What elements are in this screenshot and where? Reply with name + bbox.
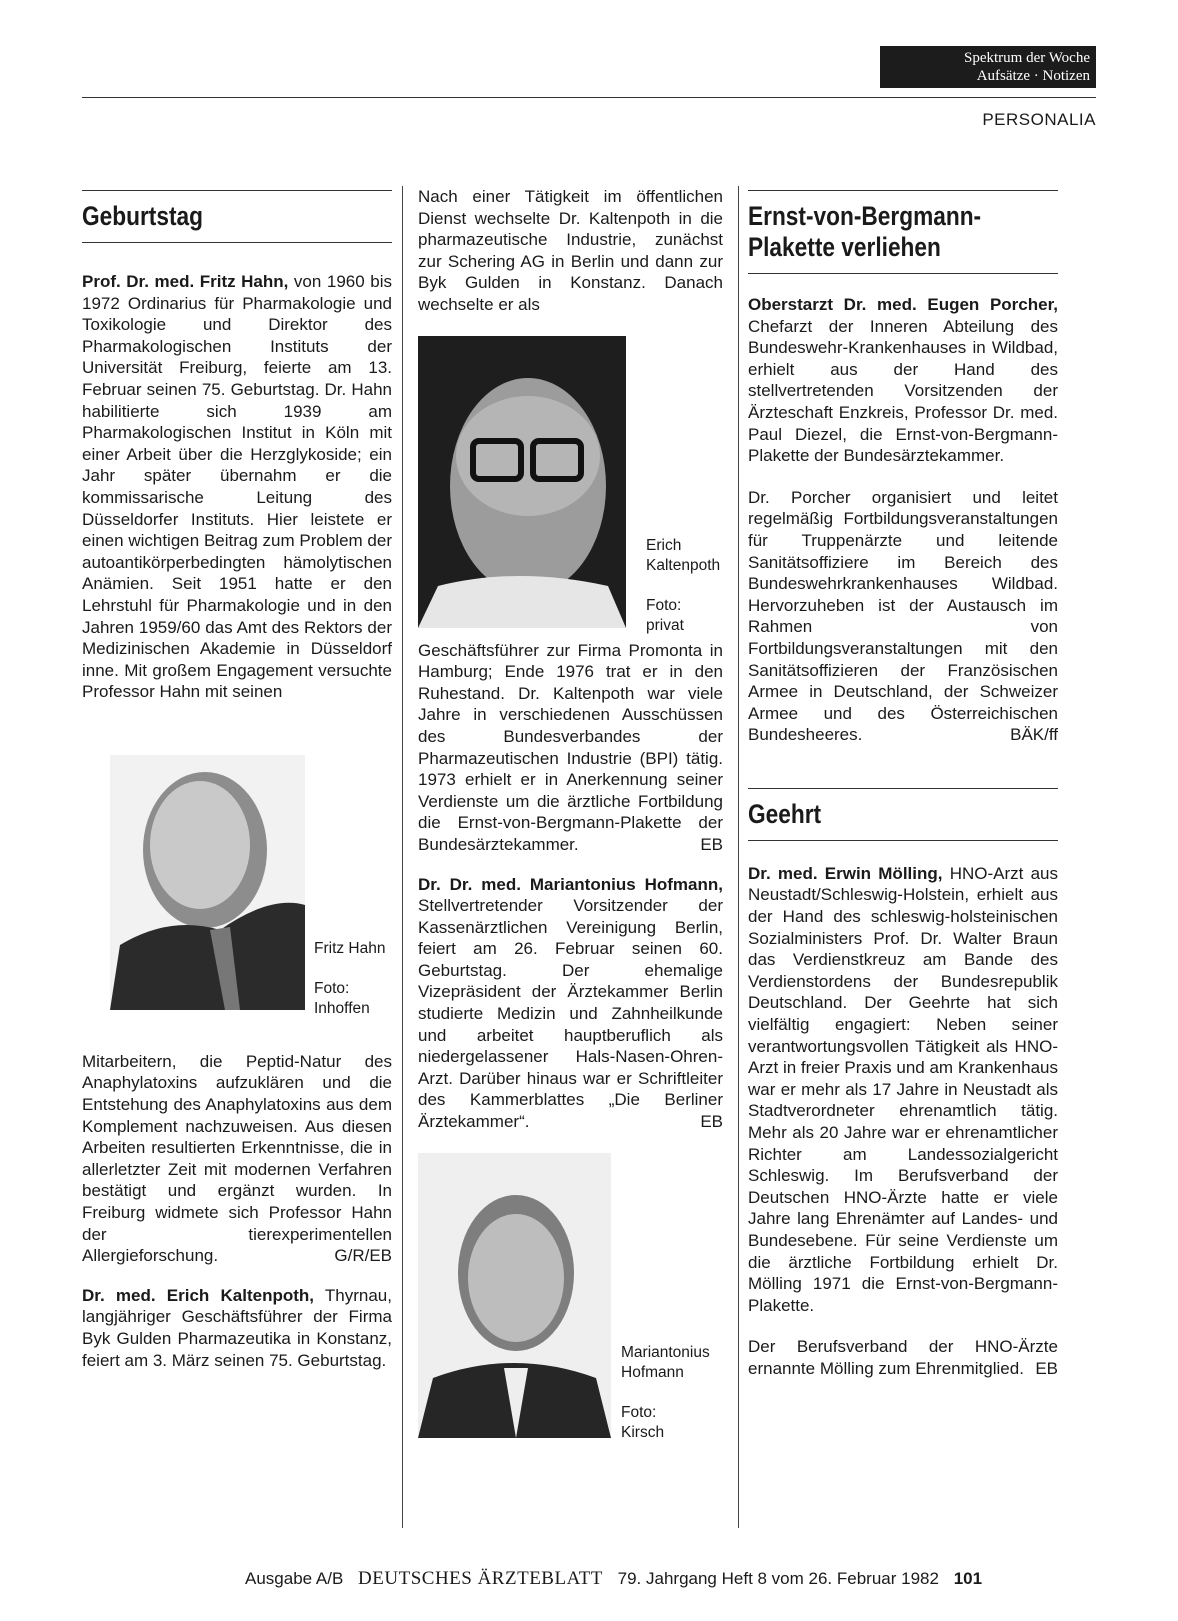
article-hahn-part2: Mitarbeitern, die Peptid-Natur des Anaphylatoxins aufzuklären und die Entstehung des Anaphylatoxins aus dem Komplement nachzuweisen. Aus diesen Arbeiten resultierten Erkenntnisse, die in allerletzter Zeit mit modernen Verfahren bestätigt und ergänzt wurden. In Freiburg widmete sich Professor Hahn der tierexperimentellen Allergieforschung. G/R/EB bbox=[82, 1051, 392, 1266]
photo-caption-mariantonius-hofmann: Mariantonius Hofmann Foto: Kirsch bbox=[621, 1343, 710, 1441]
name-eugen-porcher: Oberstarzt Dr. med. Eugen Porcher, bbox=[748, 295, 1058, 314]
photo-block-mariantonius-hofmann bbox=[418, 1153, 723, 1443]
section-header-line1: Spektrum der Woche bbox=[964, 50, 1090, 66]
heading-ernst-von-bergmann: Ernst-von-Bergmann- Plakette verliehen bbox=[748, 201, 982, 262]
signature: EB bbox=[700, 1112, 723, 1132]
heading-rule-top bbox=[748, 788, 1058, 789]
name-erwin-moelling: Dr. med. Erwin Mölling, bbox=[748, 863, 943, 883]
signature: EB bbox=[1035, 1358, 1058, 1378]
signature: BÄK/ff bbox=[1010, 725, 1058, 745]
article-moelling-part2: Der Berufsverband der HNO-Ärzte ernannte Mölling zum Ehrenmitglied. EB bbox=[748, 1337, 1058, 1378]
section-label: PERSONALIA bbox=[982, 110, 1096, 129]
article-moelling-part1: Dr. med. Erwin Mölling, HNO-Arzt aus Neustadt/Schleswig-Holstein, erhielt aus der Hand des schleswig-holsteinischen Sozialministers Prof. Dr. Walter Braun das Verdienstkreuz am Bande des Verdienstordens der Bundesrepublik Deutschland. Der Geehrte hat sich vielfältig engagiert: Neben seiner verantwortungsvollen Tätigkeit als HNO-Arzt in freier Praxis und am Krankenhaus war er mehr als 17 Jahre in Neustadt als Stadtverordneter ehrenamtlich tätig. Mehr als 20 Jahre war er ehrenamtlicher Richter am Landessozialgericht Schleswig. Im Berufsverband der Deutschen HNO-Ärzte hatte er viele Jahre lang Ehrenämter auf Landes- und Bundesebene. Für seine Verdienste um die ärztliche Fortbildung erhielt Dr. Mölling 1971 die Ernst-von-Bergmann-Plakette. bbox=[748, 863, 1058, 1315]
photo-block-fritz-hahn bbox=[82, 755, 392, 1051]
section-header-box bbox=[880, 46, 1096, 88]
signature: G/R/EB bbox=[334, 1246, 392, 1266]
article-hofmann: Dr. Dr. med. Mariantonius Hofmann, Stellvertretender Vorsitzender der Kassenärztlichen Vereinigung Berlin, feiert am 26. Februar seinen 60. Geburtstag. Der ehemalige Vizepräsident der Ärztekammer Berlin studierte Medizin und Zahnheilkunde und arbeitet hauptberuflich als niedergelassener Hals-Nasen-Ohren-Arzt. Darüber hinaus war er Schriftleiter des Kammerblattes „Die Berliner Ärztekammer“. EB bbox=[418, 874, 723, 1132]
footer-edition: Ausgabe A/B bbox=[245, 1569, 344, 1588]
heading-rule-top bbox=[748, 190, 1058, 191]
portrait-photo-mariantonius-hofmann bbox=[418, 1153, 611, 1438]
footer-issue: 79. Jahrgang Heft 8 vom 26. Februar 1982 bbox=[617, 1569, 939, 1588]
heading-geburtstag: Geburtstag bbox=[82, 201, 203, 231]
name-erich-kaltenpoth: Dr. med. Erich Kaltenpoth, bbox=[82, 1285, 314, 1305]
heading-rule-bottom bbox=[748, 273, 1058, 274]
name-fritz-hahn: Prof. Dr. med. Fritz Hahn, bbox=[82, 272, 289, 291]
column-divider-right bbox=[738, 186, 739, 1528]
column-1 bbox=[82, 190, 392, 1371]
article-kaltenpoth-part3: Geschäftsführer zur Firma Promonta in Hamburg; Ende 1976 trat er in den Ruhestand. Dr. Kaltenpoth war viele Jahre in verschiedenen Ausschüssen des Bundesverbandes der Pharmazeutischen Industrie (BPI) tätig. 1973 erhielt er in Anerkennung seiner Verdienste um die ärztliche Fortbildung die Ernst-von-Bergmann-Plakette der Bundesärztekammer. EB bbox=[418, 640, 723, 854]
name-mariantonius-hofmann: Dr. Dr. med. Mariantonius Hofmann, bbox=[418, 874, 723, 894]
heading-geehrt: Geehrt bbox=[748, 798, 822, 829]
column-2 bbox=[418, 186, 723, 1443]
signature: EB bbox=[700, 834, 723, 854]
top-rule bbox=[82, 97, 1096, 98]
heading-rule-bottom bbox=[82, 242, 392, 243]
column-3 bbox=[748, 190, 1058, 1380]
footer-masthead: DEUTSCHES ÄRZTEBLATT bbox=[358, 1568, 603, 1589]
section-header-line2: Aufsätze · Notizen bbox=[976, 68, 1090, 84]
portrait-photo-fritz-hahn bbox=[110, 755, 305, 1010]
portrait-photo-erich-kaltenpoth bbox=[418, 336, 626, 628]
article-kaltenpoth-part2: Nach einer Tätigkeit im öffentlichen Dienst wechselte Dr. Kaltenpoth in die pharmazeutische Industrie, zunächst zur Schering AG in Berlin und dann zur Byk Gulden in Konstanz. Danach wechselte er als bbox=[418, 187, 723, 314]
article-hahn-part1: Prof. Dr. med. Fritz Hahn, von 1960 bis 1972 Ordinarius für Pharmakologie und Toxikologie und Direktor des Pharmakologischen Instituts der Universität Freiburg, feierte am 13. Februar seinen 75. Geburtstag. Dr. Hahn habilitierte sich 1939 am Pharmakologischen Institut in Köln mit einer Arbeit über die Herzglykoside; ein Jahr später übernahm er die kommissarische Leitung des Düsseldorfer Instituts. Hier leistete er einen wichtigen Beitrag zum Problem der autoantikörperbedingten hämolytischen Anämien. Seit 1951 hatte er den Lehrstuhl für Pharmakologie und in den Jahren 1959/60 das Amt des Rektors der Medizinischen Akademie in Düsseldorf inne. Mit großem Engagement versuchte Professor Hahn mit seinen bbox=[82, 272, 392, 702]
heading-rule-top bbox=[82, 190, 392, 191]
article-porcher-part2: Dr. Porcher organisiert und leitet regelmäßig Fortbildungsveranstaltungen für Truppenärzte und leitende Sanitätsoffiziere im Bereich des Bundeswehrkrankenhauses Wildbad. Hervorzuheben ist der Austausch im Rahmen von Fortbildungsveranstaltungen mit den Sanitätsoffizieren der Französischen Armee in Deutschland, der Schweizer Armee und des Österreichischen Bundesheeres. BÄK/ff bbox=[748, 487, 1058, 745]
article-porcher-part1: Oberstarzt Dr. med. Eugen Porcher, Chefarzt der Inneren Abteilung des Bundeswehr-Krankenhauses in Wildbad, erhielt aus der Hand des stellvertretenden Vorsitzenden der Ärzteschaft Enzkreis, Professor Dr. med. Paul Diezel, die Ernst-von-Bergmann-Plakette der Bundesärztekammer. bbox=[748, 295, 1058, 466]
heading-rule-bottom bbox=[748, 840, 1058, 841]
column-divider-left bbox=[402, 186, 403, 1528]
photo-caption-fritz-hahn: Fritz Hahn Foto: Inhoffen bbox=[314, 939, 386, 1017]
photo-caption-erich-kaltenpoth: Erich Kaltenpoth Foto: privat bbox=[646, 536, 721, 634]
article-kaltenpoth-part1: Dr. med. Erich Kaltenpoth, Thyrnau, langjähriger Geschäftsführer der Firma Byk Gulden Pharmazeutika in Konstanz, feiert am 3. März seinen 75. Geburtstag. bbox=[82, 1285, 392, 1370]
page-footer bbox=[245, 1568, 982, 1590]
photo-block-erich-kaltenpoth bbox=[418, 336, 723, 640]
page-number: 101 bbox=[953, 1569, 983, 1588]
